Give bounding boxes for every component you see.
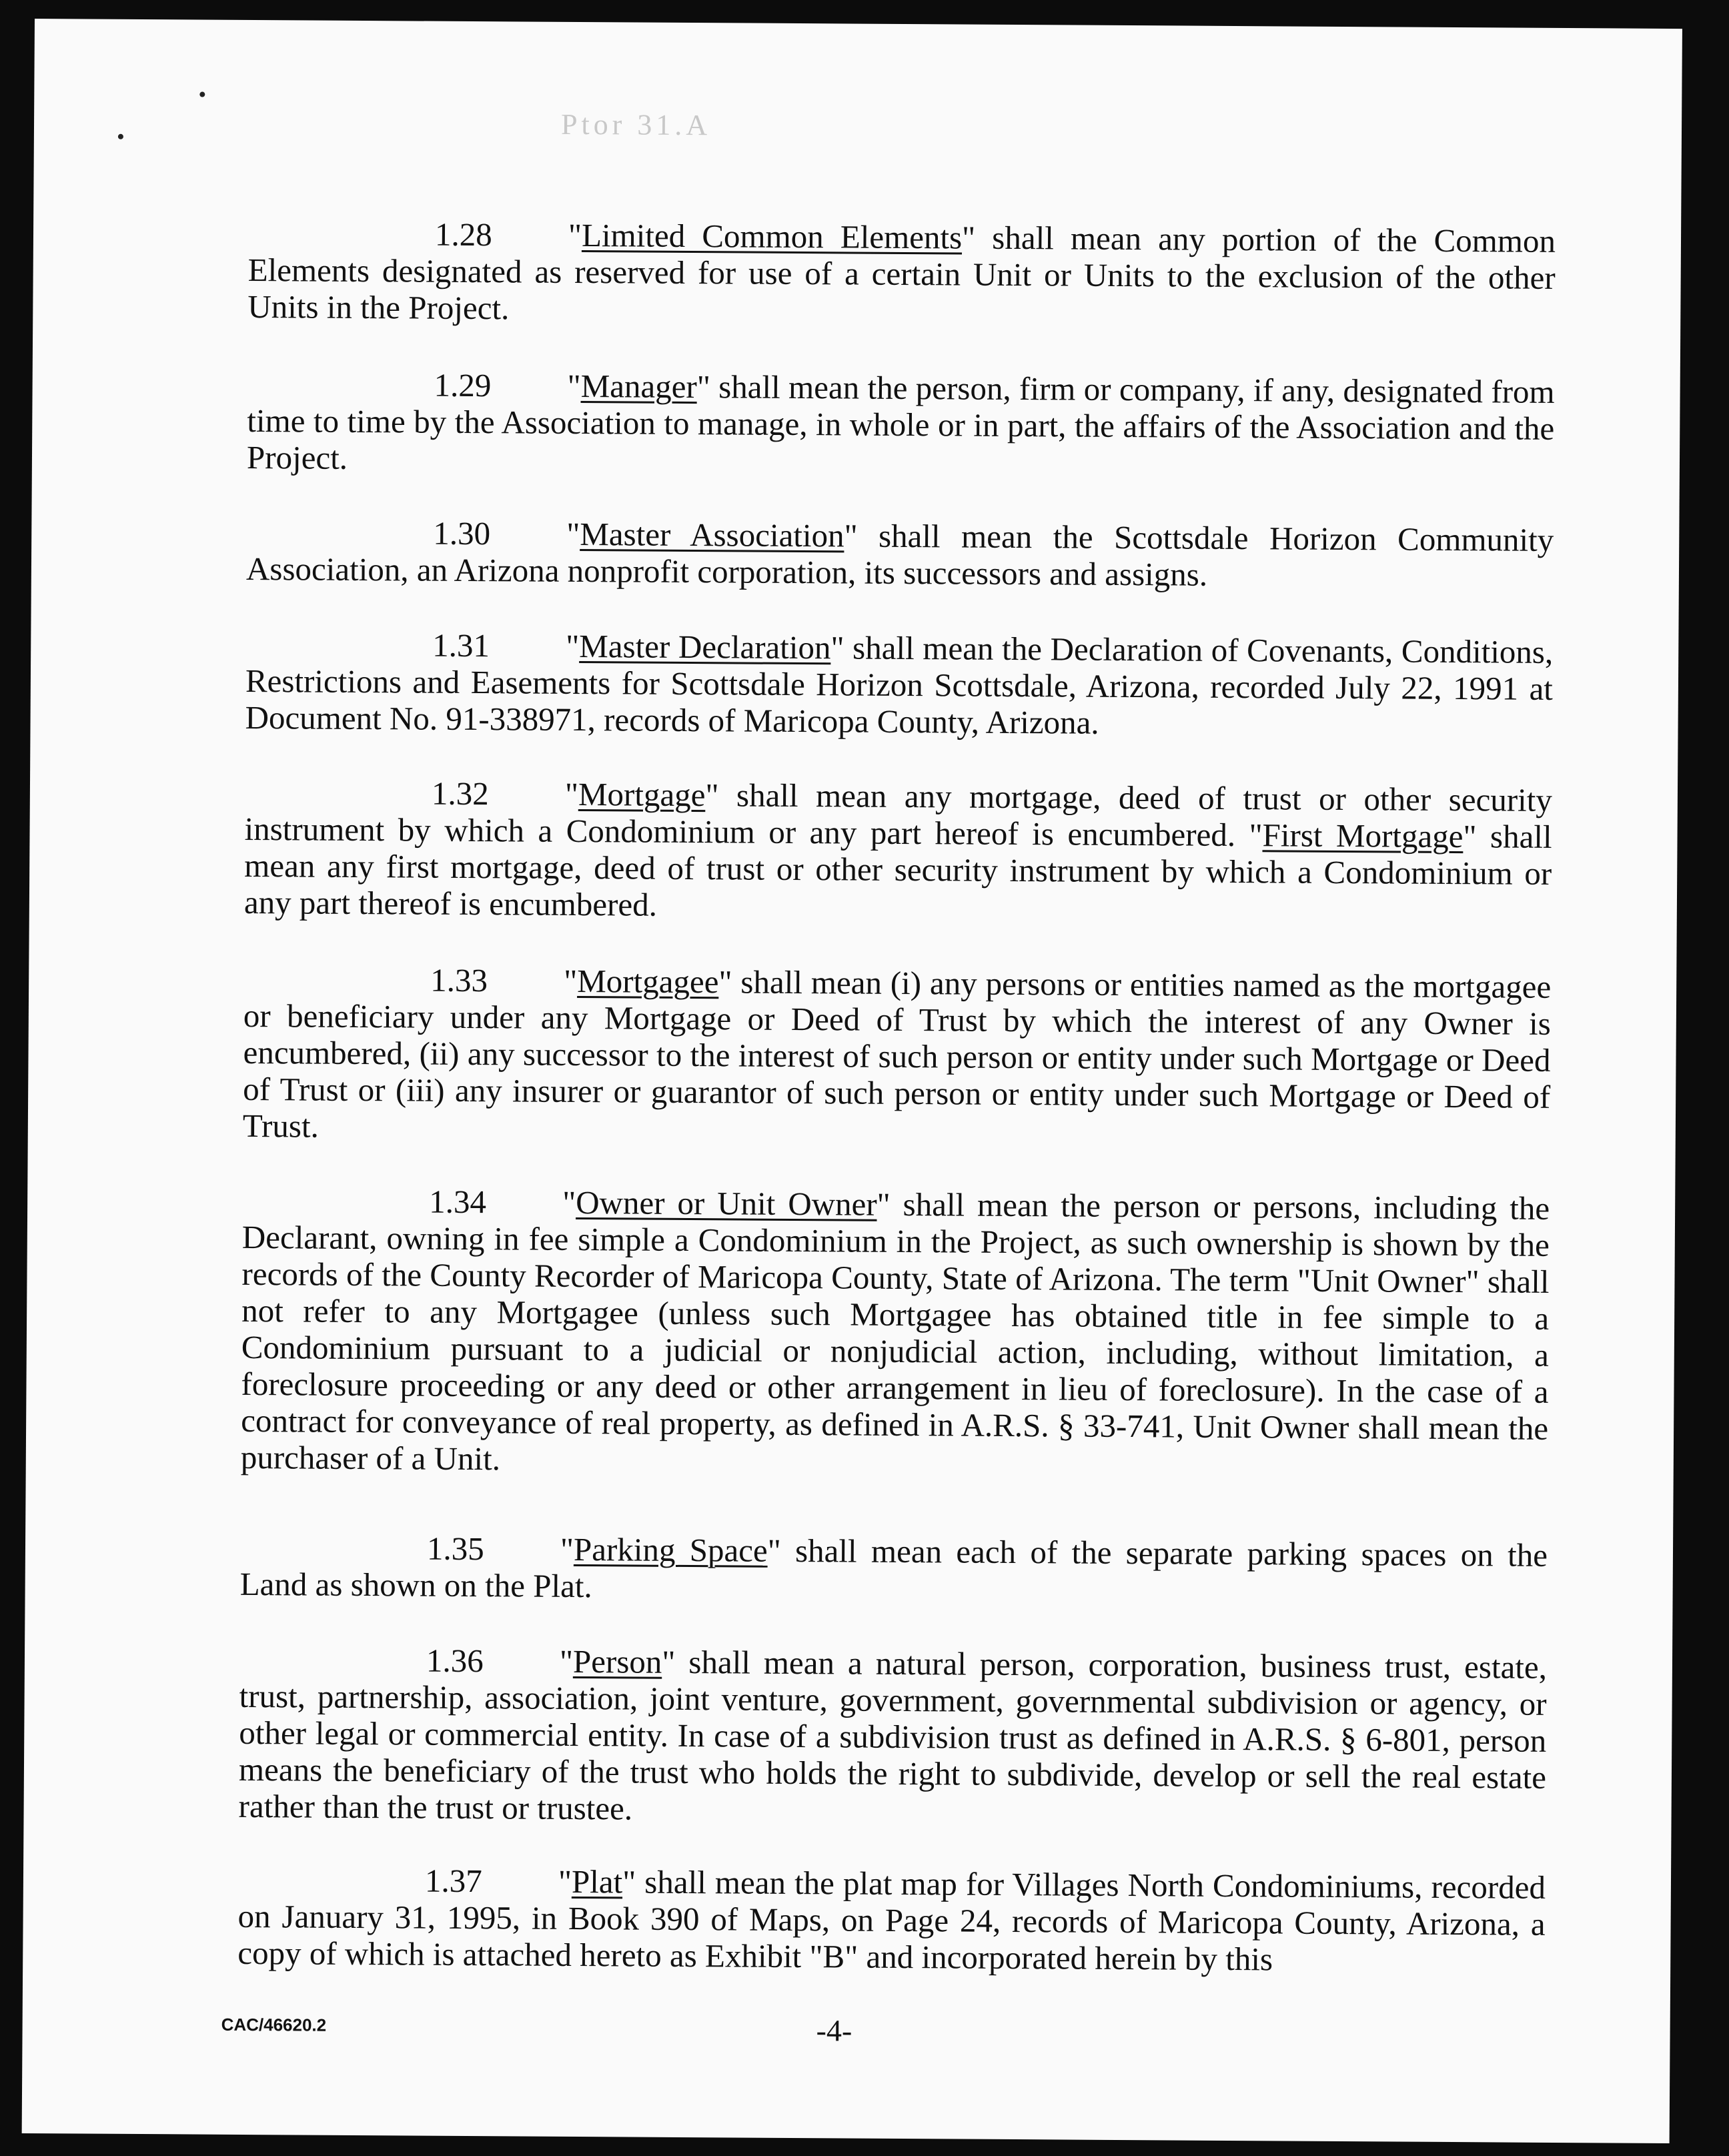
faded-stamp: Ptor 31.A — [560, 107, 712, 142]
definition-text: " shall mean the Scottsdale Horizon Community Association, an Arizona nonprofit corporation, its successors and assigns. — [245, 517, 1554, 593]
definition-text: " shall mean a natural person, corporation, business trust, estate, trust, partnership, association, joint venture, government, governmental subdivision or agency, or other legal or commercial entity. In case of a subdivision trust as defined in A.R.S. § 6-801, person means the beneficiary of the trust who holds the right to subdivide, develop or sell the real estate rather than the trust or trustee. — [238, 1643, 1548, 1827]
quote-open: " — [564, 962, 578, 999]
section-number: 1.32 — [431, 774, 489, 813]
speck-mark — [118, 134, 123, 139]
definition-text-secondary: " shall mean any first mortgage, deed of trust or other security instrument by which a Condominium or any part thereof is encumbered. — [243, 818, 1552, 923]
quote-open: " — [567, 367, 581, 405]
section-number: 1.30 — [433, 514, 491, 552]
defined-term: Parking Space — [573, 1530, 768, 1569]
definition-text: " shall mean the person or persons, including the Declarant, owning in fee simple a Condominium in the Project, as such ownership is shown by the records of the County Recorder of Maricopa County, State of Arizona. The term "Unit Owner" shall not refer to any Mortgagee (unless such Mortgagee has obtained title in fee simple to a Condominium pursuant to a judicial or nonjudicial action, including, without limitation, a foreclosure proceeding or any deed or other arrangement in lieu of foreclosure). In the case of a contract for conveyance of real property, as defined in A.R.S. § 33-741, Unit Owner shall mean the purchaser of a Unit. — [240, 1185, 1550, 1478]
defined-term: Person — [572, 1642, 662, 1680]
quote-open: " — [562, 1183, 576, 1221]
section-1-30 — [246, 514, 1554, 595]
quote-open: " — [568, 216, 582, 254]
section-number: 1.36 — [426, 1642, 484, 1680]
section-number: 1.33 — [430, 961, 488, 999]
defined-term: Limited Common Elements — [581, 217, 963, 256]
section-number: 1.37 — [424, 1862, 482, 1900]
defined-term: Plat — [571, 1862, 623, 1901]
section-1-31 — [245, 626, 1553, 744]
definition-text: " shall mean (i) any persons or entities named as the mortgagee or beneficiary under any Mortgage or Deed of Trust by which the interest of any Owner is encumbered, (ii) any successor to the interest of such person or entity under such Mortgage or Deed of Trust or (iii) any insurer or guarantor of such person or entity under such Mortgage or Deed of Trust. — [242, 963, 1552, 1145]
section-1-34 — [241, 1182, 1550, 1484]
defined-term: Mortgagee — [577, 962, 719, 1001]
section-number: 1.31 — [432, 626, 490, 664]
defined-term: Manager — [580, 368, 697, 406]
document-code: CAC/46620.2 — [221, 2014, 327, 2035]
quote-open: " — [564, 775, 579, 813]
definition-text: " shall mean the Declaration of Covenants, Conditions, Restrictions and Easements for Scottsdale Horizon Scottsdale, Arizona, recorded July 22, 1991 at Document No. 91-338971, records of Maricopa County, Arizona. — [245, 629, 1554, 741]
section-1-36 — [238, 1641, 1547, 1832]
definition-text: " shall mean the plat map for Villages North Condominiums, recorded on January 31, 1995, in Book 390 of Maps, on Page 24, records of Maricopa County, Arizona, a copy of which is attached hereto as Exhibit "B" and incorporated herein by this — [237, 1863, 1546, 1978]
section-1-28 — [247, 215, 1556, 333]
definition-text: " shall mean any mortgage, deed of trust or other security instrument by which a Condominium or any part hereof is encumbered. — [244, 776, 1553, 854]
section-1-35 — [240, 1529, 1548, 1610]
document-page — [22, 19, 1682, 2143]
defined-term-secondary: First Mortgage — [1262, 817, 1464, 855]
section-1-33 — [243, 961, 1552, 1152]
quote-open: " — [566, 627, 580, 665]
section-number: 1.34 — [429, 1183, 487, 1221]
defined-term: Mortgage — [578, 776, 706, 814]
section-number: 1.28 — [434, 215, 492, 253]
section-1-32 — [244, 774, 1552, 929]
section-number: 1.35 — [426, 1530, 484, 1568]
defined-term: Master Association — [580, 516, 844, 554]
definition-text: " shall mean each of the separate parking spaces on the Land as shown on the Plat. — [239, 1532, 1548, 1605]
quote-open: " — [1249, 817, 1263, 854]
defined-term: Owner or Unit Owner — [576, 1183, 877, 1223]
definition-text: " shall mean the person, firm or company, if any, designated from time to time by the Association to manage, in whole or in part, the affairs of the Association and the Project. — [246, 368, 1555, 476]
definition-text: " shall mean any portion of the Common Elements designated as reserved for use of a certain Unit or Units to the exclusion of the other Units in the Project. — [247, 219, 1556, 327]
quote-open: " — [559, 1642, 574, 1680]
section-number: 1.29 — [434, 366, 492, 404]
quote-open: " — [560, 1530, 574, 1568]
defined-term: Master Declaration — [579, 628, 831, 666]
page-number: -4- — [816, 2013, 852, 2048]
section-1-29 — [247, 366, 1555, 484]
section-1-37 — [237, 1861, 1546, 1979]
quote-open: " — [558, 1862, 572, 1900]
quote-open: " — [566, 515, 580, 553]
speck-mark — [199, 92, 205, 97]
